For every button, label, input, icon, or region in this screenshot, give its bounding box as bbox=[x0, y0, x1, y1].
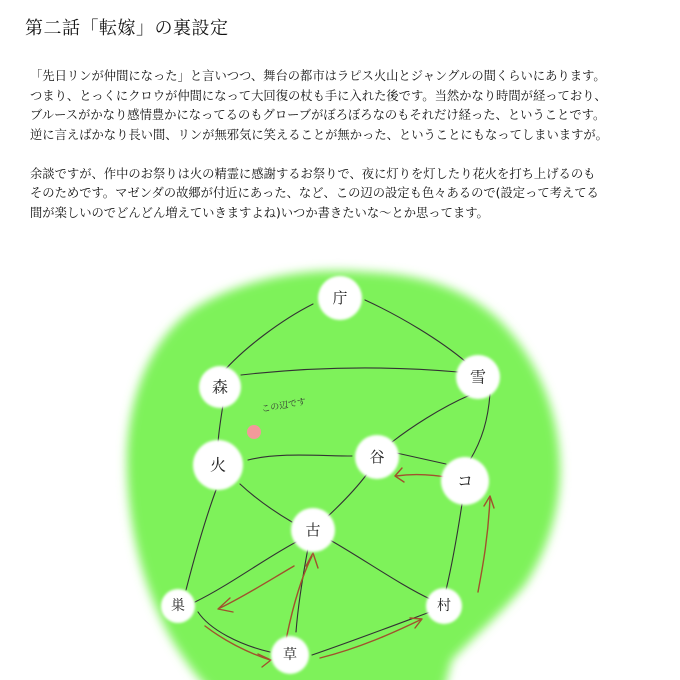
map-node-label: 谷 bbox=[369, 448, 385, 466]
map-node-label: 庁 bbox=[332, 289, 348, 307]
text-line: つまり、とっくにクロウが仲間になって大回復の杖も手に入れた後です。当然かなり時間が経っており、 bbox=[30, 88, 607, 103]
text-line: そのためです。マゼンダの故郷が付近にあった、など、この辺の設定も色々あるので(設定って考えてる bbox=[30, 186, 599, 200]
map-node-valley bbox=[355, 435, 399, 479]
article-body bbox=[30, 67, 655, 223]
map-node-snow bbox=[456, 355, 500, 399]
text-line: 逆に言えばかなり長い間、リンが無邪気に笑えることが無かった、ということにもなってしまいますが。 bbox=[30, 127, 608, 142]
map-node-label: 草 bbox=[283, 647, 297, 663]
paragraph-2 bbox=[30, 165, 655, 224]
map-node-nest bbox=[161, 589, 195, 623]
hand-drawn-map bbox=[0, 240, 680, 680]
map-node-label: 火 bbox=[209, 455, 227, 475]
map-node-label: 雪 bbox=[469, 367, 487, 387]
map-node-ko bbox=[441, 457, 489, 505]
text-line: ブルースがかなり感情豊かになってるのもグローブがぼろぼろなのもそれだけ経った、ということです。 bbox=[30, 108, 606, 122]
map-node-top bbox=[318, 276, 362, 320]
paragraph-1 bbox=[30, 67, 655, 145]
map-node-label: 古 bbox=[305, 521, 321, 539]
map-node-label: コ bbox=[456, 471, 474, 491]
map-node-fire bbox=[193, 440, 243, 490]
text-line: 余談ですが、作中のお祭りは火の精霊に感謝するお祭りで、夜に灯りを灯したり花火を打ち上げるのも bbox=[30, 166, 596, 181]
map-node-grass bbox=[271, 636, 309, 674]
map-node-label: 巣 bbox=[171, 598, 185, 614]
map-node-village bbox=[426, 588, 462, 624]
map-drawing bbox=[0, 240, 680, 680]
location-marker bbox=[247, 425, 261, 439]
page-title: 第二話「転嫁」の裏設定 bbox=[25, 18, 229, 39]
map-node-ancient bbox=[291, 508, 335, 552]
map-landmass bbox=[127, 271, 560, 680]
text-line: 間が楽しいのでどんどん増えていきますよね)いつか書きたいな〜とか思ってます。 bbox=[30, 205, 489, 220]
marker-note: この辺です bbox=[260, 397, 307, 415]
map-node-label: 森 bbox=[211, 377, 229, 397]
map-node-label: 村 bbox=[437, 598, 451, 614]
text-line: 「先日リンが仲間になった」と言いつつ、舞台の都市はラピス火山とジャングルの間くらいにあります。 bbox=[30, 69, 606, 83]
map-node-forest bbox=[199, 366, 241, 408]
